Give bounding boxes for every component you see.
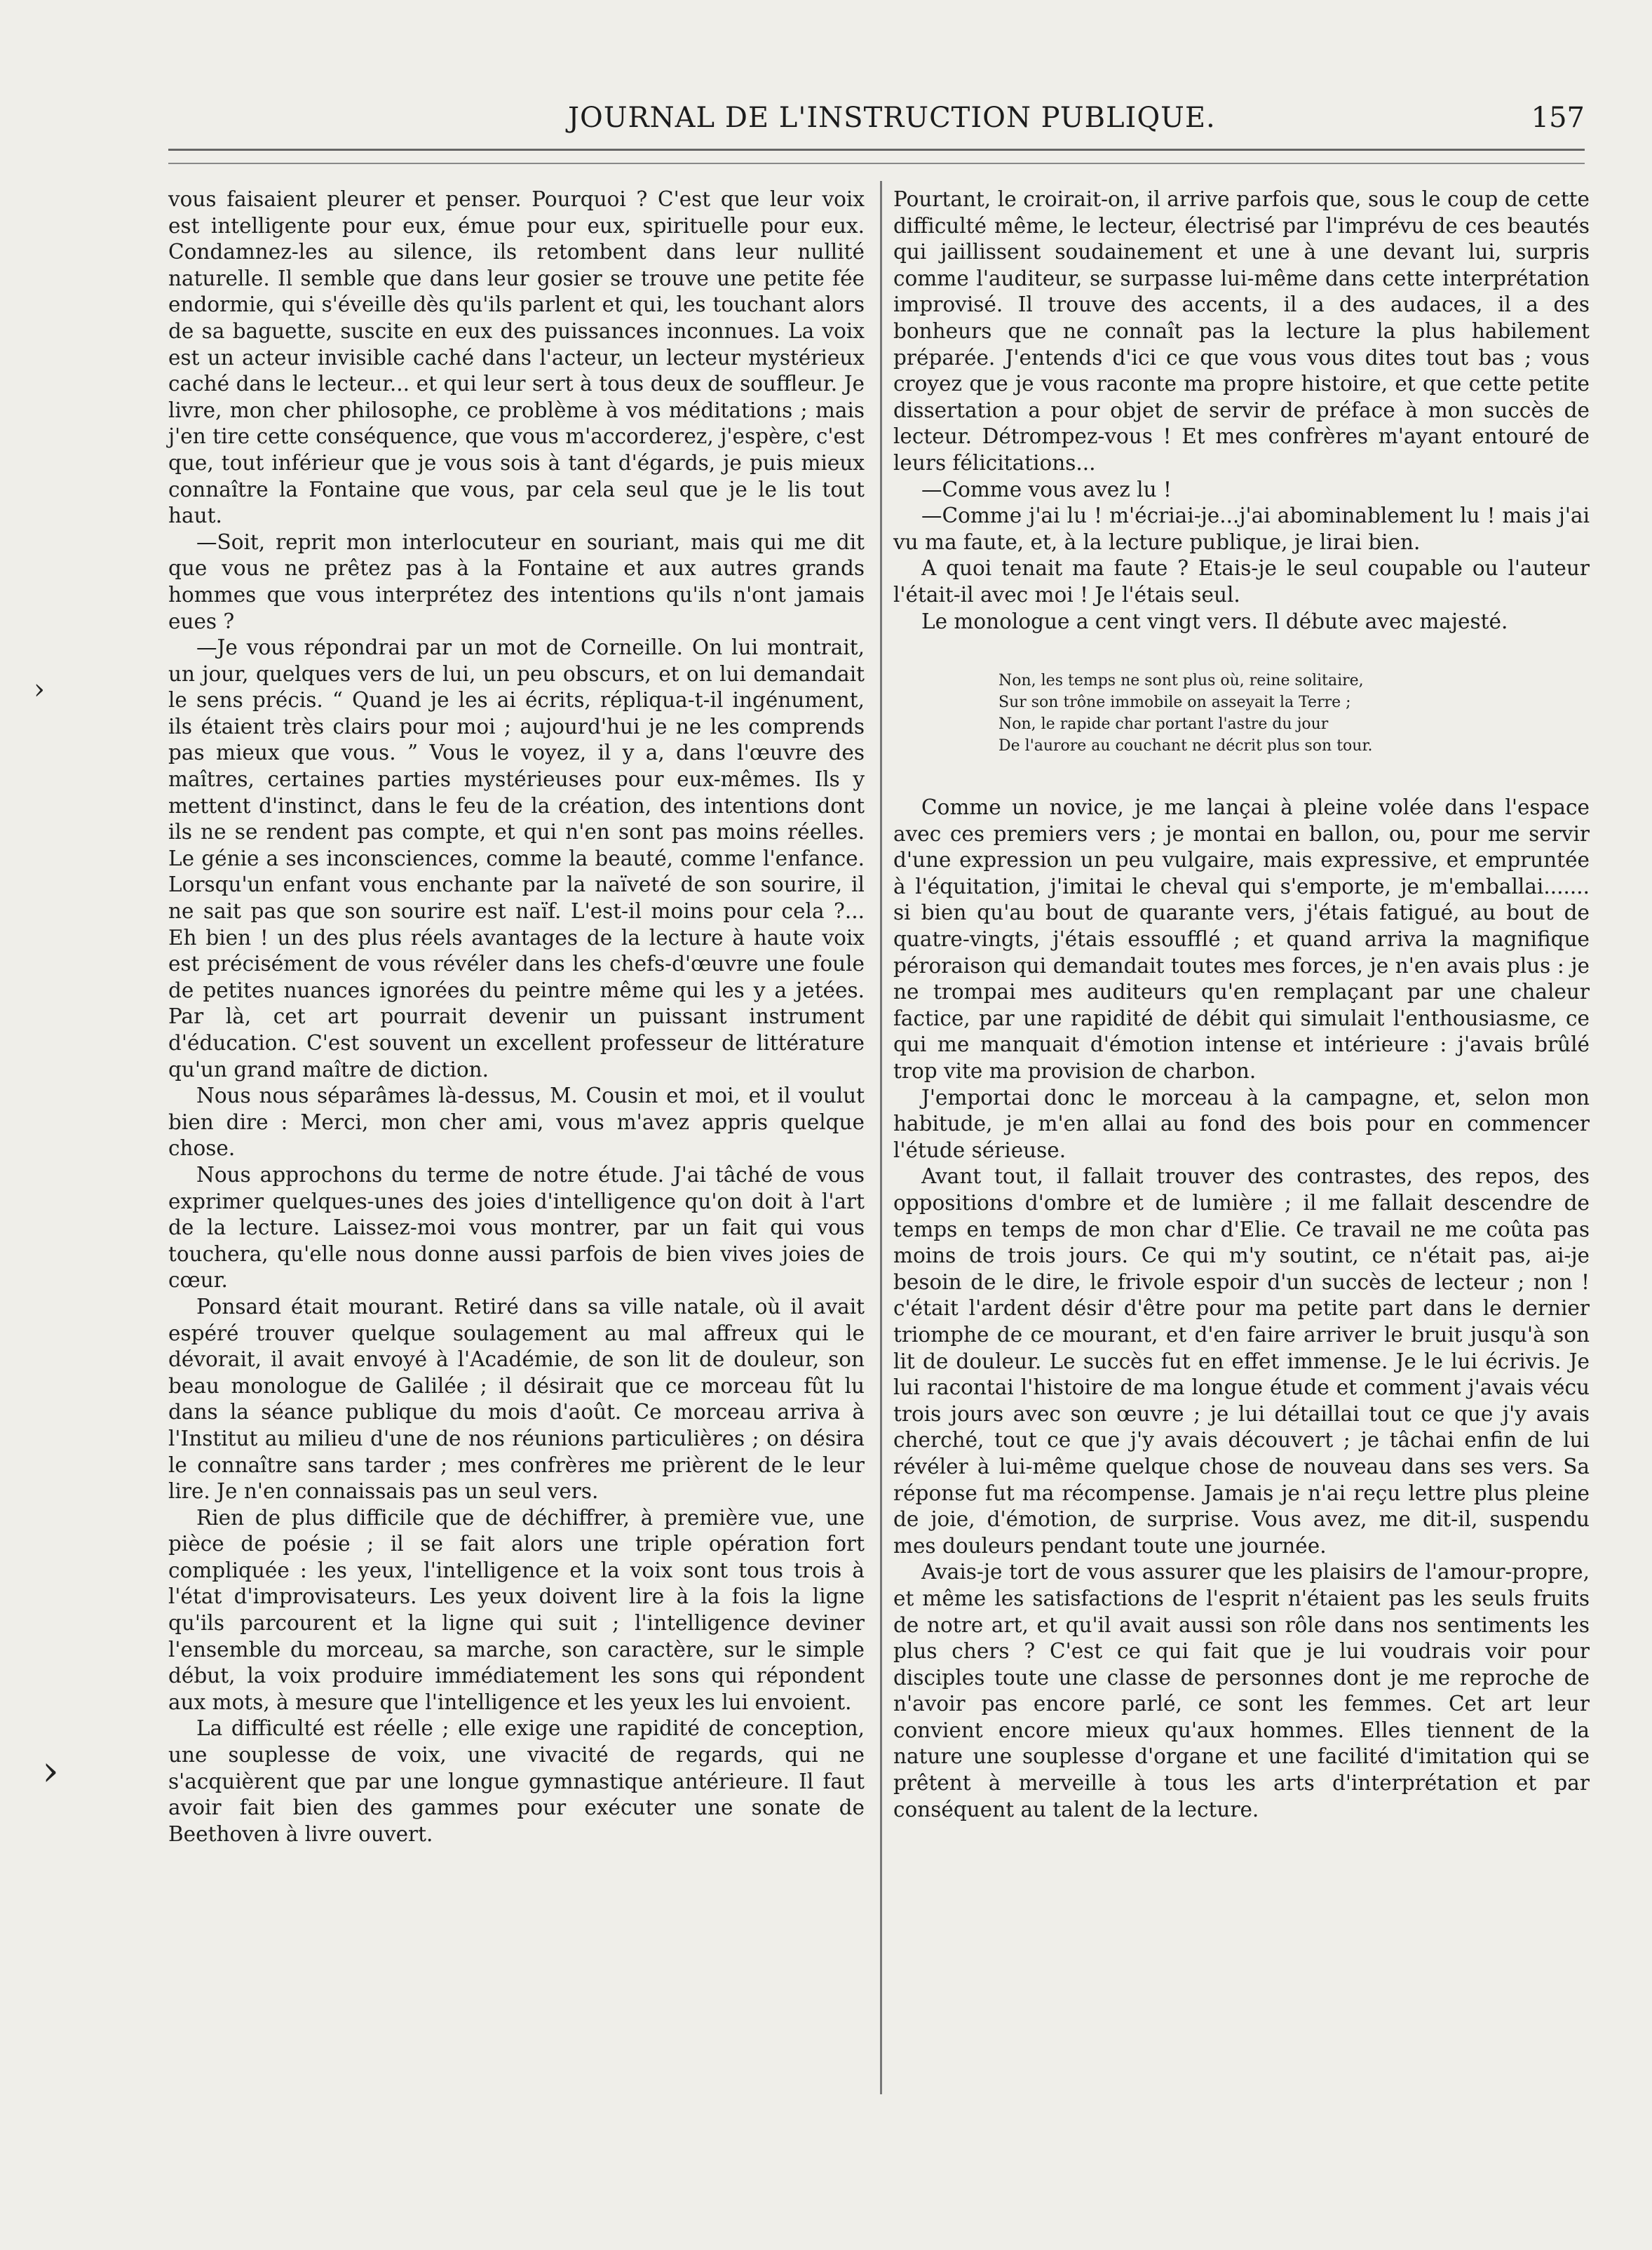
poem-line: Sur son trône immobile on asseyait la Terre ;: [998, 694, 1351, 712]
paragraph: La difficulté est réelle ; elle exige une rapidité de conception, une souplesse de voix, une vivacité de regards, qui ne s'acquièrent que par une longue gymnastique antérieure. Il faut avoir fait bien des gammes pour exécuter une sonate de Beethoven à livre ouvert.: [168, 1716, 865, 1846]
paragraph: J'emportai donc le morceau à la campagne, et, selon mon habitude, je m'en allai au fond des bois pour en commencer l'étude sérieuse.: [893, 1085, 1590, 1162]
paragraph: —Comme vous avez lu !: [921, 477, 1172, 501]
paragraph: —Soit, reprit mon interlocuteur en souriant, mais qui me dit que vous ne prêtez pas à la Fontaine et aux autres grands hommes que vous interprétez des intentions qu'ils n'ont jamais eues ?: [168, 530, 865, 633]
margin-mark: ›: [42, 1746, 59, 1796]
paragraph: Nous nous séparâmes là-dessus, M. Cousin et moi, et il voulut bien dire : Merci, mon cher ami, vous m'avez appris quelque chose.: [168, 1084, 865, 1161]
paragraph: Avais-je tort de vous assurer que les plaisirs de l'amour-propre, et même les satisfactions de l'esprit n'étaient pas les seuls fruits de notre art, et qu'il avait aussi son rôle dans nos sentiments les plus chers ? C'est ce qui fait que je lui voudrais voir pour disciples toute une classe de personnes dont je me reproche de n'avoir pas encore parlé, ce sont les femmes. Cet art leur convient encore mieux qu'aux hommes. Elles tiennent de la nature une souplesse d'organe et une facilité d'imitation qui se prêtent à merveille à tous les arts d'interprétation et par conséquent au talent de la lecture.: [893, 1560, 1590, 1821]
page-number: 157: [1531, 102, 1585, 134]
paragraph: Nous approchons du terme de notre étude. J'ai tâché de vous exprimer quelques-unes des joies d'intelligence qu'on doit à l'art de la lecture. Laissez-moi vous montrer, par un fait qui vous touchera, qu'elle nous donne aussi parfois de bien vives joies de cœur.: [168, 1162, 865, 1293]
paragraph: Rien de plus difficile que de déchiffrer, à première vue, une pièce de poésie ; il se fait alors une triple opération fort compliquée : les yeux, l'intelligence et la voix sont tous trois à l'état d'improvisateurs. Les yeux doivent lire à la fois la ligne qu'ils parcourent et la ligne qui suit ; l'intelligence deviner l'ensemble du morceau, sa marche, son caractère, sur le simple début, la voix produire immédiatement les sons qui répondent aux mots, à mesure que l'intelligence et les yeux les lui envoient.: [168, 1505, 865, 1714]
margin-mark: ›: [34, 673, 45, 706]
paragraph: Pourtant, le croirait-on, il arrive parfois que, sous le coup de cette difficulté même, le lecteur, électrisé par l'imprévu de ces beautés qui jaillissent soudainement et une à une devant lui, surpris comme l'auditeur, se surpasse lui-même dans cette interprétation improvisé. Il trouve des accents, il a des audaces, il a des bonheurs que ne connaît pas la lecture la plus habilement préparée. J'entends d'ici ce que vous vous dites tout bas ; vous croyez que je vous raconte ma propre histoire, et que cette petite dissertation a pour objet de servir de préface à mon succès de lecteur. Détrompez-vous ! Et mes confrères m'ayant entouré de leurs félicitations...: [893, 187, 1590, 475]
page-header: [168, 102, 1585, 144]
right-column: [893, 187, 1590, 1823]
paragraph: vous faisaient pleurer et penser. Pourquoi ? C'est que leur voix est intelligente pour eux, émue pour eux, spirituelle pour eux. Condamnez-les au silence, ils retombent dans leur nullité naturelle. Il semble que dans leur gosier se trouve une petite fée endormie, qui s'éveille dès qu'ils parlent et qui, les touchant alors de sa baguette, suscite en eux des puissances inconnues. La voix est un acteur invisible caché dans l'acteur, un lecteur mystérieux caché dans le lecteur... et qui leur sert à tous deux de souffleur. Je livre, mon cher philosophe, ce problème à vos méditations ; mais j'en tire cette conséquence, que vous m'accorderez, j'espère, c'est que, tout inférieur que je vous sois à tant d'égards, je puis mieux connaître la Fontaine que vous, par cela seul que je le lis tout haut.: [168, 187, 865, 528]
poem-line: Non, les temps ne sont plus où, reine solitaire,: [998, 672, 1364, 690]
left-column: [168, 187, 865, 1847]
header-rule: [168, 149, 1585, 151]
paragraph: A quoi tenait ma faute ? Etais-je le seul coupable ou l'auteur l'était-il avec moi ! Je l'étais seul.: [893, 556, 1590, 607]
paragraph: —Comme j'ai lu ! m'écriai-je...j'ai abominablement lu ! mais j'ai vu ma faute, et, à la lecture publique, je lirai bien.: [893, 504, 1590, 554]
poem-quote: [998, 670, 1590, 757]
running-title: JOURNAL DE L'INSTRUCTION PUBLIQUE.: [568, 102, 1216, 134]
header-rule-secondary: [168, 163, 1585, 164]
poem-line: Non, le rapide char portant l'astre du jour: [998, 715, 1329, 734]
paragraph: Le monologue a cent vingt vers. Il débute avec majesté.: [921, 609, 1508, 633]
paragraph: —Je vous répondrai par un mot de Corneille. On lui montrait, un jour, quelques vers de lui, un peu obscurs, et on lui demandait le sens précis. “ Quand je les ai écrits, répliqua-t-il ingénument, ils étaient très clairs pour moi ; aujourd'hui je ne les comprends pas mieux que vous. ” Vous le voyez, il y a, dans l'œuvre des maîtres, certaines parties mystérieuses pour eux-mêmes. Ils y mettent d'instinct, dans le feu de la création, des intentions dont ils ne se rendent pas compte, et qui n'en sont pas moins réelles. Le génie a ses inconsciences, comme la beauté, comme l'enfance. Lorsqu'un enfant vous enchante par la naïveté de son sourire, il ne sait pas que son sourire est naïf. L'est-il moins pour cela ?... Eh bien ! un des plus réels avantages de la lecture à haute voix est précisément de vous révéler dans les chefs-d'œuvre une foule de petites nuances ignorées du peintre même qui les y a jetées. Par là, cet art pourrait devenir un puissant instrument d'éducation. C'est souvent un excellent professeur de littérature qu'un grand maître de diction.: [168, 635, 865, 1082]
paragraph: Ponsard était mourant. Retiré dans sa ville natale, où il avait espéré trouver quelque soulagement au mal affreux qui le dévorait, il avait envoyé à l'Académie, de son lit de douleur, son beau monologue de Galilée ; il désirait que ce morceau fût lu dans la séance publique du mois d'août. Ce morceau arriva à l'Institut au milieu d'une de nos réunions particulières ; on désira le connaître sans tarder ; mes confrères me prièrent de le leur lire. Je n'en connaissais pas un seul vers.: [168, 1294, 865, 1504]
paragraph: Comme un novice, je me lançai à pleine volée dans l'espace avec ces premiers vers ; je montai en ballon, ou, pour me servir d'une expression un peu vulgaire, mais expressive, et empruntée à l'équitation, j'imitai le cheval qui s'emporte, je m'emballai....... si bien qu'au bout de quarante vers, j'étais fatigué, au bout de quatre-vingts, j'étais essoufflé ; et quand arriva la magnifique péroraison qui demandait toutes mes forces, je n'en avais plus : je ne trompai mes auditeurs qu'en remplaçant par une chaleur factice, par une rapidité de débit qui simulait l'enthousiasme, ce qui me manquait d'émotion intense et intérieure : j'avais brûlé trop vite ma provision de charbon.: [893, 795, 1590, 1084]
column-divider: [880, 181, 882, 2094]
paragraph: Avant tout, il fallait trouver des contrastes, des repos, des oppositions d'ombre et de lumière ; il me fallait descendre de temps en temps de mon char d'Elie. Ce travail ne me coûta pas moins de trois jours. Ce qui m'y soutint, ce n'était pas, ai-je besoin de le dire, le frivole espoir d'un succès de lecteur ; non ! c'était l'ardent désir d'être pour ma petite part dans le dernier triomphe de ce mourant, et d'en faire arriver le bruit jusqu'à son lit de douleur. Le succès fut en effet immense. Je le lui écrivis. Je lui racontai l'histoire de ma longue étude et comment j'avais vécu trois jours avec son œuvre ; je lui détaillai tout ce que j'y avais cherché, tout ce que j'y avais découvert ; je tâchai enfin de lui révéler à lui-même quelque chose de nouveau dans ses vers. Sa réponse fut ma récompense. Jamais je n'ai reçu lettre plus pleine de joie, d'émotion, de surprise. Vous avez, me dit-il, suspendu mes douleurs pendant toute une journée.: [893, 1164, 1590, 1558]
poem-line: De l'aurore au couchant ne décrit plus son tour.: [998, 737, 1373, 755]
